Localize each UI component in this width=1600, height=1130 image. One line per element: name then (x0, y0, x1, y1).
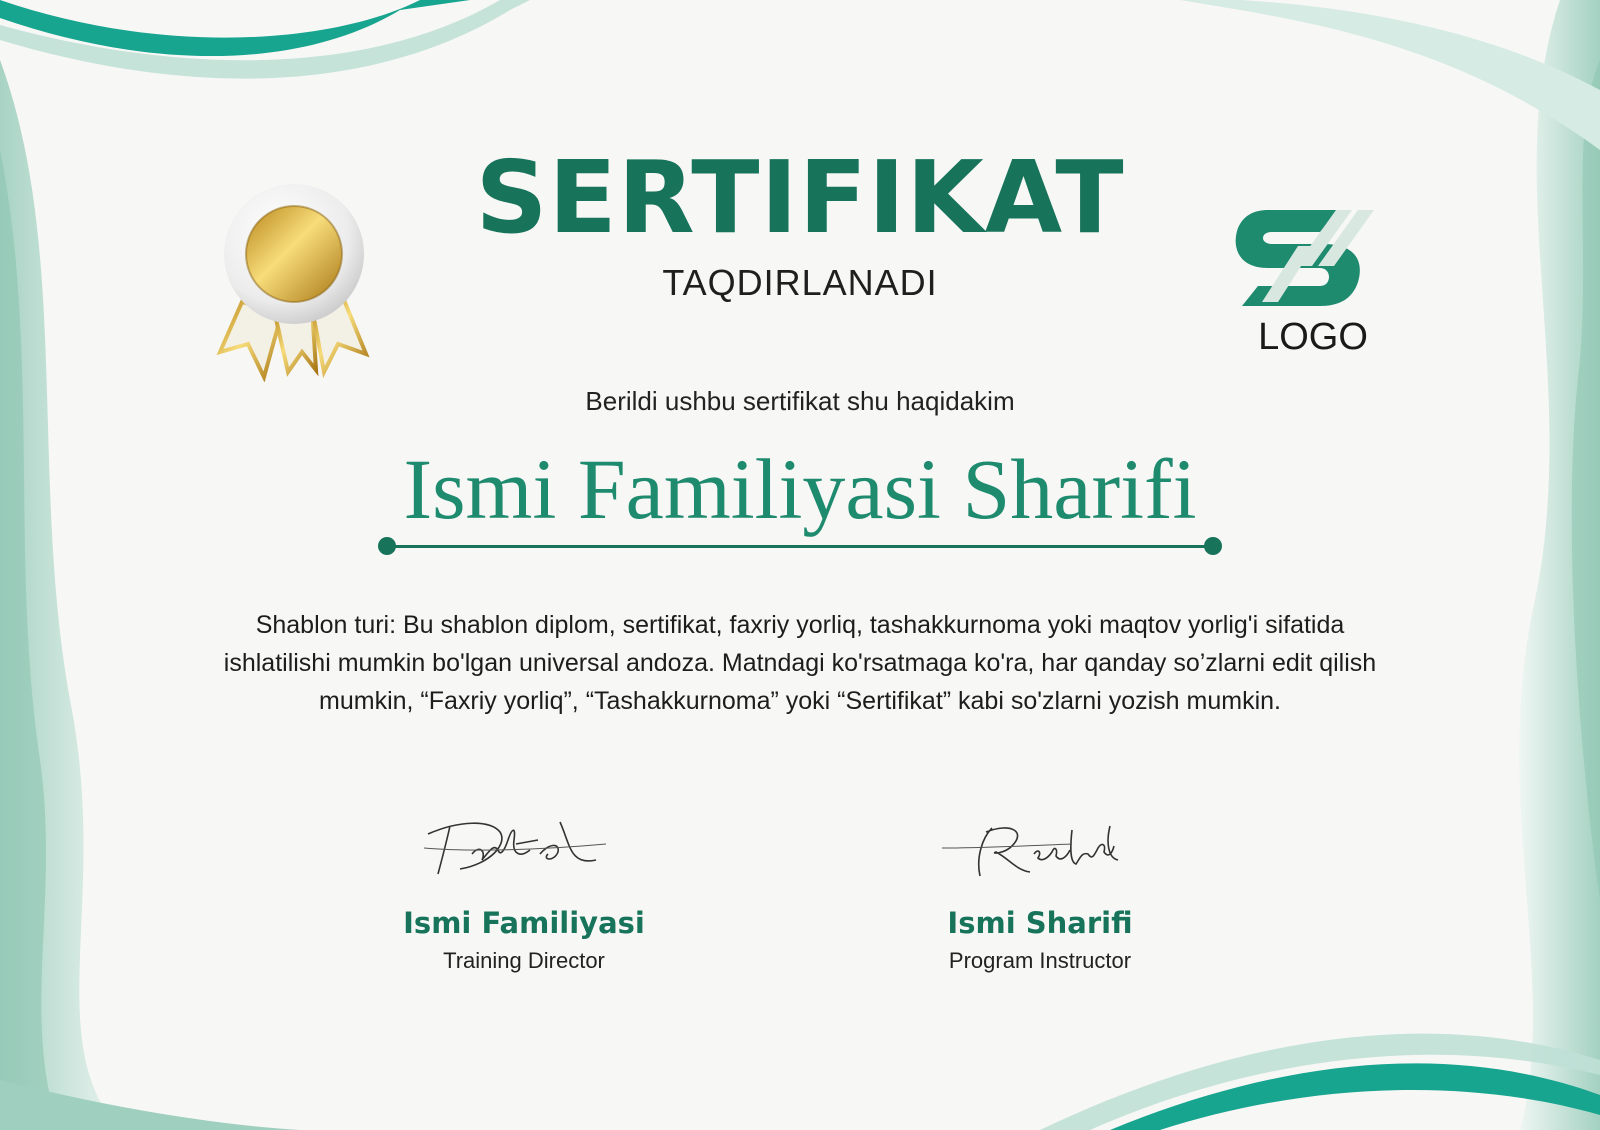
recipient-name: Ismi Familiyasi Sharifi (403, 441, 1197, 537)
s-logo-icon (1228, 206, 1398, 310)
underline-dot-right (1204, 537, 1222, 555)
signatory-name: Ismi Familiyasi (403, 906, 645, 940)
name-underline (386, 545, 1214, 548)
body-line: Shablon turi: Bu shablon diplom, sertifikat, faxriy yorliq, tashakkurnoma yoki maqtov yorlig'i sifatida (255, 611, 1345, 639)
certificate-body (130, 606, 1470, 720)
logo-text: LOGO (1258, 316, 1368, 358)
certificate-subtitle: TAQDIRLANADI (662, 262, 938, 303)
signatory-name: Ismi Sharifi (947, 906, 1133, 940)
signatory-role: Training Director (443, 948, 605, 973)
body-line: mumkin, “Faxriy yorliq”, “Tashakkurnoma” yoki “Sertifikat” kabi so'zlarni yozish mumkin. (319, 687, 1281, 715)
signature-richard (942, 818, 1132, 890)
signatory-role: Program Instructor (948, 948, 1132, 973)
signature-patel (420, 814, 610, 884)
underline-dot-left (378, 537, 396, 555)
body-line: ishlatilishi mumkin bo'lgan universal andoza. Matndagi ko'rsatmaga ko'ra, har qanday so’zlarni edit qilish (223, 649, 1377, 677)
certificate-title: SERTIFIKAT (475, 139, 1125, 256)
certificate-intro: Berildi ushbu sertifikat shu haqidakim (585, 386, 1015, 416)
